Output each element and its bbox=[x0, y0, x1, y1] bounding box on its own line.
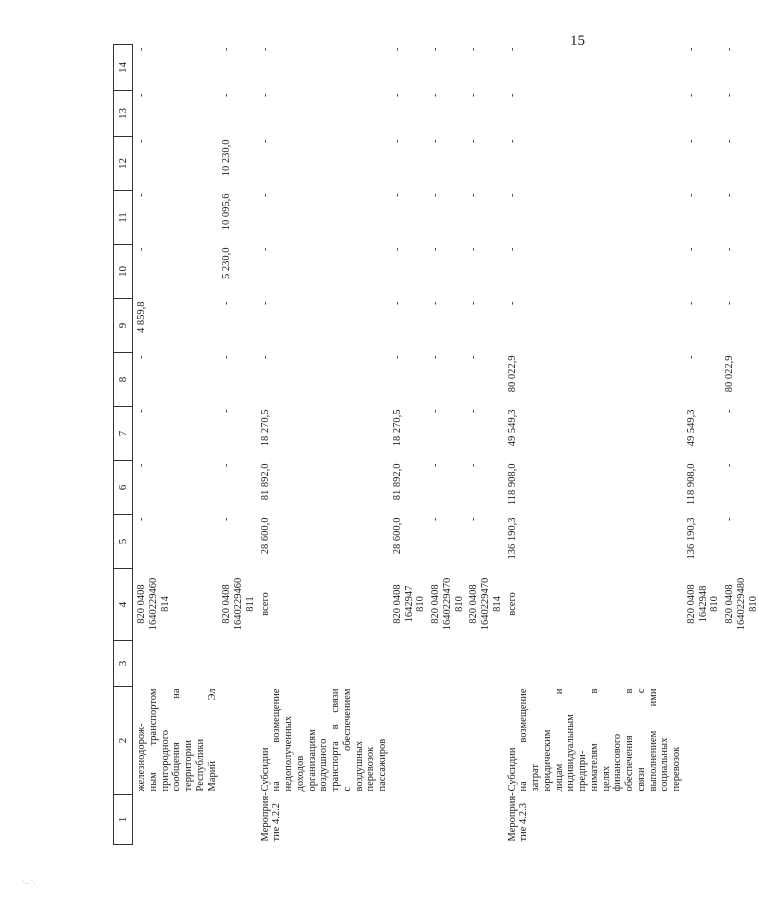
cell-text-line: 814 bbox=[159, 596, 171, 612]
table-row bbox=[133, 45, 219, 845]
executor-cell bbox=[218, 641, 256, 687]
value-cell-col-5: 136 190,3 bbox=[685, 517, 697, 560]
cell-text-line: социальных bbox=[659, 737, 671, 792]
budget-code-cell bbox=[504, 569, 683, 641]
cell-text-line: недополученных bbox=[283, 716, 294, 792]
cell-text-line: Субсидии bbox=[506, 747, 518, 792]
column-number-13: 13 bbox=[114, 91, 133, 137]
value-cell-col-9: - bbox=[391, 301, 403, 305]
cell-text-line: лицам и bbox=[553, 688, 565, 792]
value-cell-col-11: - bbox=[391, 193, 403, 197]
table-row bbox=[465, 45, 503, 845]
value-cell-col-9: - bbox=[506, 301, 518, 305]
budget-code-cell bbox=[427, 569, 465, 641]
value-cell-col-13: - bbox=[136, 93, 147, 97]
value-cell-col-6: - bbox=[221, 463, 233, 467]
value-cell-col-13: - bbox=[391, 93, 403, 97]
value-cell-col-5: 28 600,0 bbox=[259, 517, 271, 555]
value-cell-col-9: - bbox=[221, 301, 233, 305]
value-cell-col-11: - bbox=[259, 193, 271, 197]
cell-text-line: ным транспортом bbox=[147, 688, 159, 792]
value-cell-col-8: 80 022,9 bbox=[724, 355, 735, 393]
value-cell-col-8: 80 022,9 bbox=[506, 355, 518, 393]
cell-text-line: организациям bbox=[306, 729, 318, 792]
value-cell-col-6: - bbox=[724, 463, 735, 467]
value-cell-col-10: - bbox=[391, 247, 403, 251]
value-cell-col-5: - bbox=[724, 517, 735, 521]
cell-text-line: 820 0408 bbox=[430, 584, 441, 624]
value-cell-col-11: - bbox=[136, 193, 147, 197]
value-cell-col-10: - bbox=[259, 247, 271, 251]
cell-text-line: Мероприя- bbox=[506, 792, 518, 842]
value-cell-col-8: - bbox=[430, 355, 441, 359]
value-cell-col-14: - bbox=[221, 47, 233, 51]
value-cell-col-6: 118 908,0 bbox=[685, 463, 697, 506]
table-row bbox=[721, 45, 759, 845]
cell-text-line: на возмещение bbox=[518, 688, 530, 792]
value-cell-col-11: - bbox=[685, 193, 697, 197]
value-cell-col-9: - bbox=[468, 301, 480, 305]
cell-text-line: 820 0408 bbox=[221, 584, 233, 624]
value-cell-col-10: - bbox=[136, 247, 147, 251]
value-cell-col-7: - bbox=[468, 409, 480, 413]
value-cell-col-12: - bbox=[468, 139, 480, 143]
value-cell-col-6: - bbox=[430, 463, 441, 467]
cell-text-line: 820 0408 bbox=[724, 584, 735, 624]
measure-name-cell bbox=[427, 687, 465, 795]
cell-text-line: с обеспечением bbox=[341, 688, 353, 792]
cell-text-line: воздушных bbox=[353, 740, 365, 792]
executor-cell bbox=[427, 641, 465, 687]
value-cell-col-12: - bbox=[259, 139, 271, 143]
table-row bbox=[683, 45, 721, 845]
cell-text-line: территории bbox=[183, 739, 194, 792]
cell-text-line: 1640229460 bbox=[233, 577, 244, 631]
value-cell-col-5: - bbox=[221, 517, 233, 521]
value-cell-col-12: - bbox=[724, 139, 735, 143]
cell-text-line: транспорта в связи bbox=[330, 688, 341, 792]
value-cell-col-5: - bbox=[468, 517, 480, 521]
column-number-8: 8 bbox=[114, 353, 133, 407]
budget-table-rotated bbox=[113, 45, 759, 845]
cell-text-line: финансового bbox=[612, 733, 624, 792]
cell-text-line: Мероприя- bbox=[259, 792, 271, 842]
value-cell-col-13: - bbox=[724, 93, 735, 97]
value-cell-col-14: - bbox=[506, 47, 518, 51]
table-body bbox=[133, 45, 759, 845]
value-cell-col-6: 118 908,0 bbox=[506, 463, 518, 506]
cell-text-line: юридическим bbox=[541, 729, 553, 792]
measure-number-cell bbox=[465, 795, 503, 845]
cell-text-line: всего bbox=[259, 592, 271, 616]
value-cell-col-10: - bbox=[724, 247, 735, 251]
value-cell-col-11: - bbox=[468, 193, 480, 197]
value-cell-col-13: - bbox=[506, 93, 518, 97]
value-cell-col-8: - bbox=[259, 355, 271, 359]
cell-text-line: тие 4.2.2 bbox=[271, 803, 283, 842]
value-cell-col-12: - bbox=[136, 139, 147, 143]
value-cell-col-14: - bbox=[724, 47, 735, 51]
budget-code-cell bbox=[721, 569, 759, 641]
cell-text-line: 820 0408 bbox=[136, 584, 147, 624]
value-cell-col-5: - bbox=[136, 517, 147, 521]
measure-name-cell bbox=[504, 687, 683, 795]
column-number-5: 5 bbox=[114, 515, 133, 569]
value-cell-col-10: - bbox=[468, 247, 480, 251]
budget-code-cell bbox=[683, 569, 721, 641]
measure-name-cell bbox=[257, 687, 389, 795]
cell-text-line: 810 bbox=[453, 596, 465, 612]
value-cell-col-13: - bbox=[468, 93, 480, 97]
value-cell-col-8: - bbox=[136, 355, 147, 359]
budget-code-cell bbox=[465, 569, 503, 641]
cell-text-line: перевозок bbox=[365, 746, 377, 792]
cell-text-line: 1642947 bbox=[403, 585, 415, 623]
value-cell-col-6: - bbox=[136, 463, 147, 467]
value-cell-col-5: 28 600,0 bbox=[391, 517, 403, 555]
table-row bbox=[389, 45, 427, 845]
cell-text-line: 810 bbox=[709, 596, 721, 612]
cell-text-line: тие 4.2.3 bbox=[518, 803, 530, 842]
column-number-6: 6 bbox=[114, 461, 133, 515]
value-cell-col-5: - bbox=[430, 517, 441, 521]
value-cell-col-9: - bbox=[724, 301, 735, 305]
value-cell-col-10: - bbox=[685, 247, 697, 251]
cell-text-line: затрат bbox=[530, 764, 541, 792]
measure-name-cell bbox=[389, 687, 427, 795]
cell-text-line: пригородного bbox=[159, 730, 171, 792]
column-number-4: 4 bbox=[114, 569, 133, 641]
measure-number-cell bbox=[427, 795, 465, 845]
value-cell-col-10: 5 230,0 bbox=[221, 247, 233, 279]
budget-table bbox=[113, 44, 759, 845]
cell-text-line: индивидуальным bbox=[565, 714, 577, 792]
cell-text-line: 1640229470 bbox=[480, 577, 491, 631]
column-number-11: 11 bbox=[114, 191, 133, 245]
cell-text-line: обеспечения в bbox=[624, 688, 635, 792]
cell-text-line: Республики bbox=[194, 738, 206, 792]
cell-text-line: сообщения на bbox=[171, 688, 183, 792]
value-cell-col-7: 18 270,5 bbox=[259, 409, 271, 447]
value-cell-col-14: - bbox=[259, 47, 271, 51]
cell-text-line: перевозок bbox=[671, 746, 682, 792]
budget-code-cell bbox=[218, 569, 256, 641]
value-cell-col-11: - bbox=[724, 193, 735, 197]
value-cell-col-14: - bbox=[136, 47, 147, 51]
value-cell-col-9: - bbox=[430, 301, 441, 305]
measure-number-cell bbox=[721, 795, 759, 845]
value-cell-col-13: - bbox=[685, 93, 697, 97]
value-cell-col-7: - bbox=[136, 409, 147, 413]
value-cell-col-12: - bbox=[506, 139, 518, 143]
value-cell-col-7: 49 549,3 bbox=[506, 409, 518, 447]
cell-text-line: доходов bbox=[294, 755, 306, 792]
cell-text-line: 1640229470 bbox=[441, 577, 453, 631]
cell-text-line: связи с bbox=[635, 688, 647, 792]
value-cell-col-12: 10 230,0 bbox=[221, 139, 233, 177]
executor-cell bbox=[465, 641, 503, 687]
measure-number-cell bbox=[133, 795, 219, 845]
measure-number-cell bbox=[218, 795, 256, 845]
executor-cell bbox=[133, 641, 219, 687]
cell-text-line: нимателям в bbox=[588, 688, 600, 792]
value-cell-col-13: - bbox=[259, 93, 271, 97]
cell-text-line: 820 0408 bbox=[685, 584, 697, 624]
column-number-14: 14 bbox=[114, 45, 133, 91]
value-cell-col-6: - bbox=[468, 463, 480, 467]
value-cell-col-7: - bbox=[221, 409, 233, 413]
value-cell-col-8: - bbox=[468, 355, 480, 359]
measure-number-cell bbox=[504, 792, 683, 845]
value-cell-col-10: - bbox=[506, 247, 518, 251]
value-cell-col-9: 4 859,8 bbox=[136, 301, 147, 333]
cell-text-line: воздушного bbox=[318, 738, 330, 792]
table-row bbox=[427, 45, 465, 845]
cell-text-line: выполнением ими bbox=[647, 688, 659, 792]
column-number-9: 9 bbox=[114, 299, 133, 353]
cell-text-line: предпри- bbox=[577, 750, 588, 792]
value-cell-col-14: - bbox=[391, 47, 403, 51]
cell-text-line: пассажиров bbox=[377, 738, 388, 792]
value-cell-col-12: - bbox=[685, 139, 697, 143]
measure-name-cell bbox=[721, 687, 759, 795]
measure-name-cell bbox=[218, 687, 256, 795]
table-row bbox=[218, 45, 256, 845]
cell-text-line: 810 bbox=[415, 596, 427, 612]
cell-text-line: Субсидии bbox=[259, 747, 271, 792]
cell-text-line: 1640229480 bbox=[735, 577, 747, 631]
measure-number-cell bbox=[389, 795, 427, 845]
cell-text-line: железнодорож- bbox=[136, 723, 147, 792]
cell-text-line: на возмещение bbox=[271, 688, 283, 792]
value-cell-col-9: - bbox=[259, 301, 271, 305]
value-cell-col-11: - bbox=[430, 193, 441, 197]
table-row bbox=[504, 45, 683, 845]
cell-text-line: 810 bbox=[747, 596, 759, 612]
table-row bbox=[257, 45, 389, 845]
cell-text-line: Марий Эл bbox=[206, 688, 218, 792]
value-cell-col-8: - bbox=[391, 355, 403, 359]
executor-cell bbox=[721, 641, 759, 687]
value-cell-col-8: - bbox=[221, 355, 233, 359]
budget-code-cell bbox=[133, 569, 219, 641]
value-cell-col-14: - bbox=[430, 47, 441, 51]
executor-cell bbox=[683, 641, 721, 687]
value-cell-col-7: 18 270,5 bbox=[391, 409, 403, 447]
cell-text-line: целях bbox=[600, 765, 612, 792]
value-cell-col-13: - bbox=[221, 93, 233, 97]
cell-text-line: 820 0408 bbox=[468, 584, 480, 624]
cell-text-line: 811 bbox=[244, 596, 256, 612]
cell-text-line: всего bbox=[506, 592, 518, 616]
measure-number-cell bbox=[683, 795, 721, 845]
value-cell-col-12: - bbox=[430, 139, 441, 143]
value-cell-col-12: - bbox=[391, 139, 403, 143]
cell-text-line: 820 0408 bbox=[391, 584, 403, 624]
budget-code-cell bbox=[257, 569, 389, 641]
value-cell-col-5: 136 190,3 bbox=[506, 517, 518, 560]
column-number-7: 7 bbox=[114, 407, 133, 461]
measure-name-cell bbox=[133, 687, 219, 795]
cell-text-line: 814 bbox=[491, 596, 503, 612]
value-cell-col-14: - bbox=[685, 47, 697, 51]
measure-number-cell bbox=[257, 792, 389, 845]
executor-cell bbox=[257, 641, 389, 687]
cell-text-line: 1640229460 bbox=[147, 577, 159, 631]
value-cell-col-8: - bbox=[685, 355, 697, 359]
page-number: 15 bbox=[570, 33, 585, 49]
cell-text-line: 1642948 bbox=[697, 585, 709, 623]
executor-cell bbox=[504, 641, 683, 687]
column-number-header-row bbox=[114, 45, 133, 845]
column-number-2: 2 bbox=[114, 687, 133, 795]
budget-code-cell bbox=[389, 569, 427, 641]
value-cell-col-9: - bbox=[685, 301, 697, 305]
measure-name-cell bbox=[465, 687, 503, 795]
value-cell-col-7: - bbox=[724, 409, 735, 413]
value-cell-col-14: - bbox=[468, 47, 480, 51]
value-cell-col-10: - bbox=[430, 247, 441, 251]
value-cell-col-11: - bbox=[506, 193, 518, 197]
measure-name-cell bbox=[683, 687, 721, 795]
value-cell-col-11: 10 095,6 bbox=[221, 193, 233, 231]
column-number-3: 3 bbox=[114, 641, 133, 687]
column-number-12: 12 bbox=[114, 137, 133, 191]
value-cell-col-7: 49 549,3 bbox=[685, 409, 697, 447]
value-cell-col-6: 81 892,0 bbox=[391, 463, 403, 501]
value-cell-col-7: - bbox=[430, 409, 441, 413]
value-cell-col-13: - bbox=[430, 93, 441, 97]
scan-corner-mark: ·.. ·. bbox=[22, 877, 36, 886]
column-number-10: 10 bbox=[114, 245, 133, 299]
value-cell-col-6: 81 892,0 bbox=[259, 463, 271, 501]
executor-cell bbox=[389, 641, 427, 687]
column-number-1: 1 bbox=[114, 795, 133, 845]
